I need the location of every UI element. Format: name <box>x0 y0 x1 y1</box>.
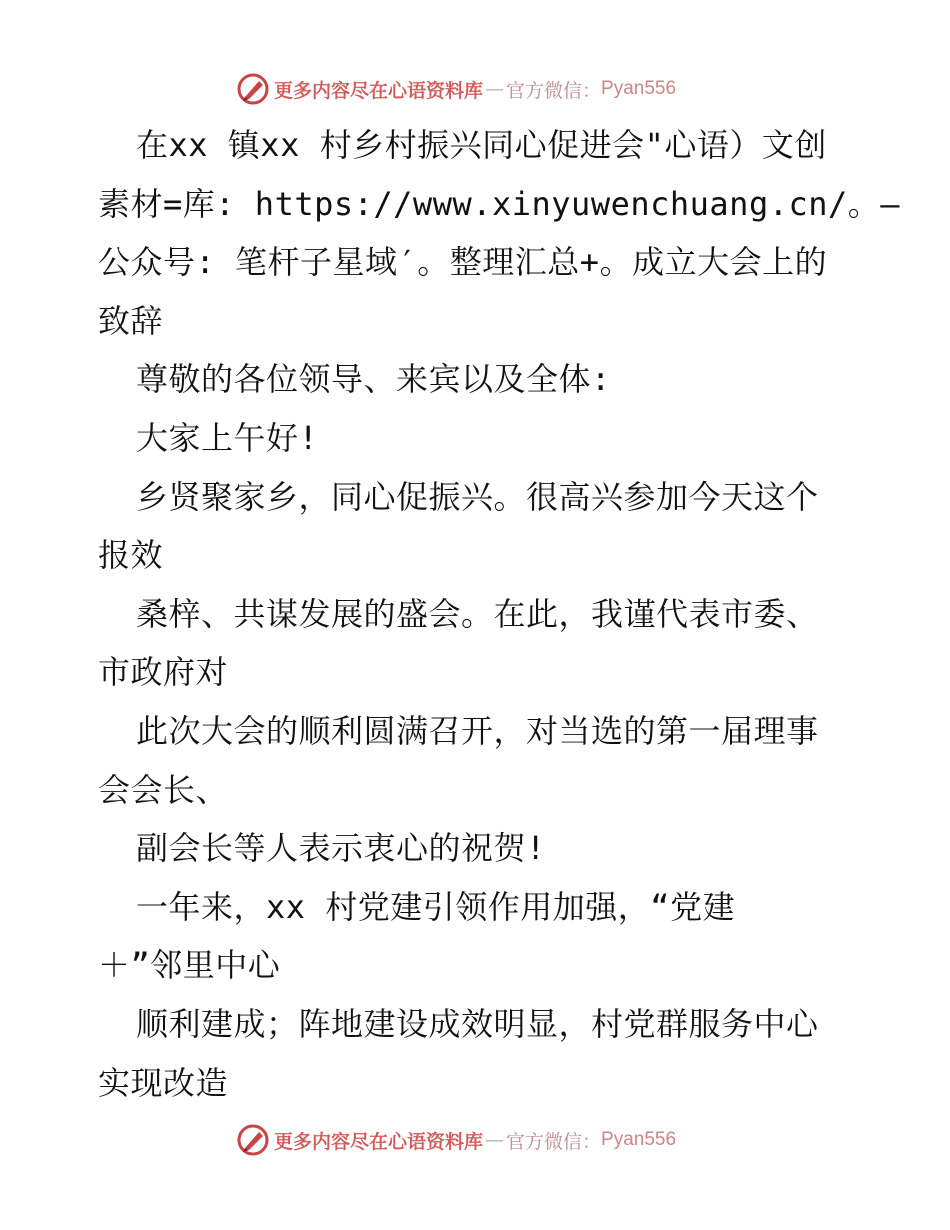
body-line-5: 尊敬的各位领导、来宾以及全体: <box>136 360 611 399</box>
body-line-16: 顺利建成；阵地建设成效明显，村党群服务中心 <box>136 1004 819 1043</box>
watermark-separator: — <box>485 1129 505 1151</box>
body-line-13: 副会长等人表示衷心的祝贺! <box>136 829 546 868</box>
red-pen-seal-icon <box>236 72 270 106</box>
body-line-10: 市政府对 <box>98 653 229 692</box>
body-line-2: 素材=库: https://www.xinyuwenchuang.cn/。— <box>98 184 901 223</box>
watermark-label: 官方微信： <box>506 79 602 102</box>
watermark-wechat-id: Pyan556 <box>601 78 677 99</box>
watermark-main-text: 更多内容尽在心语资料库 <box>274 79 484 102</box>
red-pen-seal-icon <box>236 1123 270 1157</box>
body-line-14: 一年来，xx 村党建引领作用加强，“党建 <box>136 887 736 926</box>
body-line-12: 会会长、 <box>98 770 229 809</box>
body-line-8: 报效 <box>98 536 164 575</box>
document-body <box>98 116 901 1112</box>
body-line-15: ＋”邻里中心 <box>98 946 281 985</box>
header-watermark <box>236 71 676 107</box>
body-line-4: 致辞 <box>98 301 164 340</box>
watermark-label: 官方微信： <box>506 1130 602 1153</box>
body-line-1: 在xx 镇xx 村乡村振兴同心促进会"心语）文创 <box>136 126 827 164</box>
watermark-separator: — <box>485 78 505 100</box>
body-line-9: 桑梓、共谋发展的盛会。在此，我谨代表市委、 <box>136 594 819 633</box>
body-line-17: 实现改造 <box>98 1063 229 1102</box>
body-line-6: 大家上午好! <box>136 418 319 457</box>
body-line-3: 公众号: 笔杆子星域′。整理汇总+。成立大会上的 <box>98 243 828 282</box>
watermark-wechat-id: Pyan556 <box>601 1129 677 1150</box>
watermark-main-text: 更多内容尽在心语资料库 <box>274 1130 484 1153</box>
body-line-11: 此次大会的顺利圆满召开，对当选的第一届理事 <box>136 711 819 750</box>
footer-watermark <box>236 1122 676 1158</box>
body-line-7: 乡贤聚家乡，同心促振兴。很高兴参加今天这个 <box>136 477 819 516</box>
